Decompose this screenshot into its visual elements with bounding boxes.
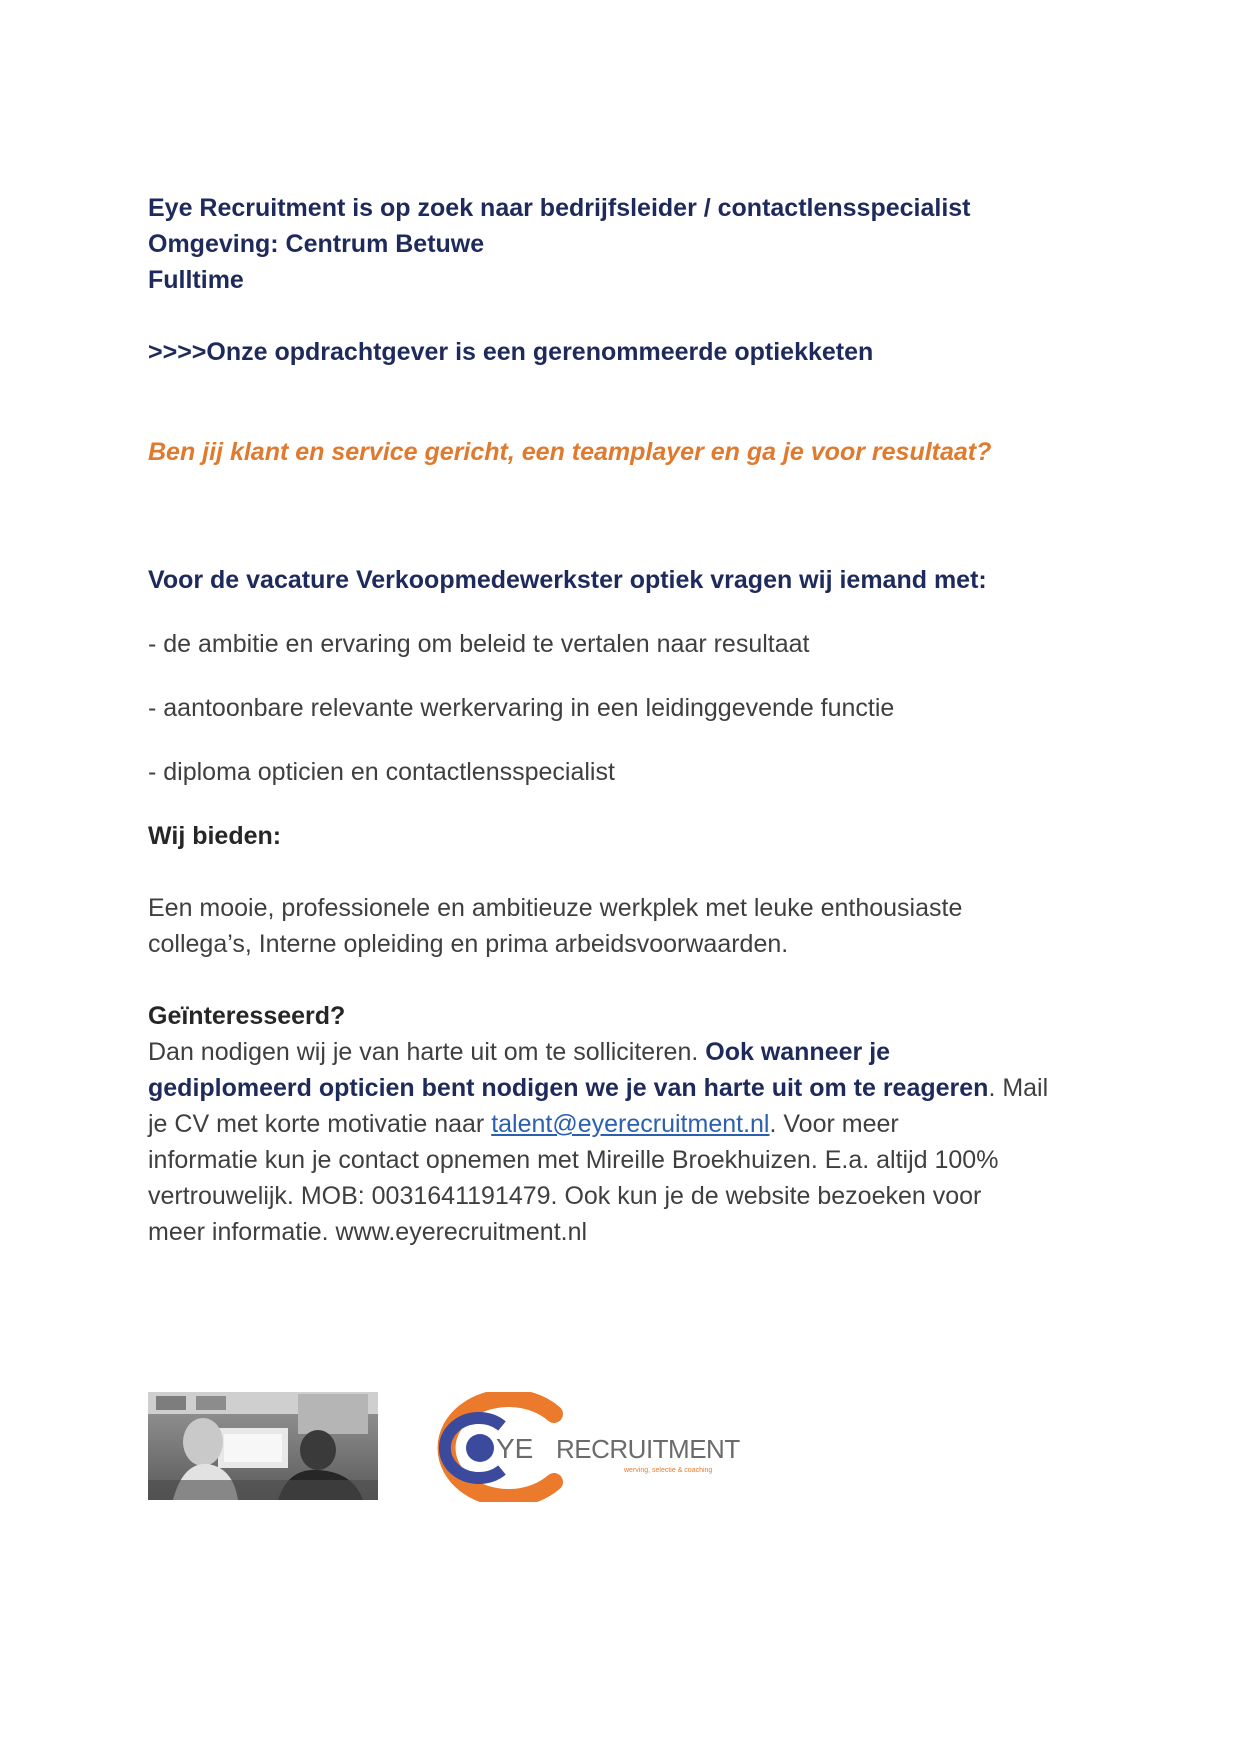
requirement-item: - diploma opticien en contactlensspecialist bbox=[148, 758, 615, 786]
logo-letters: YE bbox=[496, 1433, 534, 1464]
contact-line bbox=[148, 1106, 1108, 1142]
footer-images bbox=[148, 1392, 748, 1502]
email-link[interactable]: talent@eyerecruitment.nl bbox=[491, 1110, 770, 1138]
office-photo bbox=[148, 1392, 378, 1500]
contact-text: je CV met korte motivatie naar bbox=[148, 1110, 492, 1138]
offer-heading: Wij bieden: bbox=[148, 822, 282, 850]
client-line: >>>>Onze opdrachtgever is een gerenommeerde optiekketen bbox=[148, 338, 874, 366]
logo-slogan: werving, selectie & coaching bbox=[624, 1467, 713, 1474]
requirement-item: - aantoonbare relevante werkervaring in een leidinggevende functie bbox=[148, 694, 895, 722]
contact-line: informatie kun je contact opnemen met Mireille Broekhuizen. E.a. altijd 100% bbox=[148, 1146, 999, 1174]
eye-recruitment-logo bbox=[384, 1392, 744, 1502]
requirements-heading: Voor de vacature Verkoopmedewerkster optiek vragen wij iemand met: bbox=[148, 566, 987, 594]
offer-text-line: Een mooie, professionele en ambitieuze werkplek met leuke enthousiaste bbox=[148, 894, 963, 922]
contact-text: . Mail bbox=[988, 1074, 1049, 1102]
document-page bbox=[148, 190, 1108, 1250]
tagline: Ben jij klant en service gericht, een teamplayer en ga je voor resultaat? bbox=[148, 438, 992, 466]
offer-text-line: collega’s, Interne opleiding en prima arbeidsvoorwaarden. bbox=[148, 930, 789, 958]
contact-line bbox=[148, 1070, 1108, 1106]
contact-intro: Dan nodigen wij je van harte uit om te solliciteren. bbox=[148, 1038, 706, 1066]
location-line: Omgeving: Centrum Betuwe bbox=[148, 230, 485, 258]
contact-heading: Geïnteresseerd? bbox=[148, 1002, 346, 1030]
contact-bold-text: Ook wanneer je bbox=[705, 1038, 891, 1066]
contact-line bbox=[148, 1034, 1108, 1070]
requirement-item: - de ambitie en ervaring om beleid te vertalen naar resultaat bbox=[148, 630, 810, 658]
hours-line: Fulltime bbox=[148, 266, 244, 294]
logo-word: RECRUITMENT bbox=[556, 1434, 740, 1464]
job-title-line: Eye Recruitment is op zoek naar bedrijfsleider / contactlensspecialist bbox=[148, 194, 971, 222]
contact-line: vertrouwelijk. MOB: 0031641191479. Ook kun je de website bezoeken voor bbox=[148, 1182, 982, 1210]
contact-text: . Voor meer bbox=[769, 1110, 899, 1138]
contact-bold-text: gediplomeerd opticien bent nodigen we je van harte uit om te reageren bbox=[148, 1074, 989, 1102]
contact-line: meer informatie. www.eyerecruitment.nl bbox=[148, 1218, 588, 1246]
